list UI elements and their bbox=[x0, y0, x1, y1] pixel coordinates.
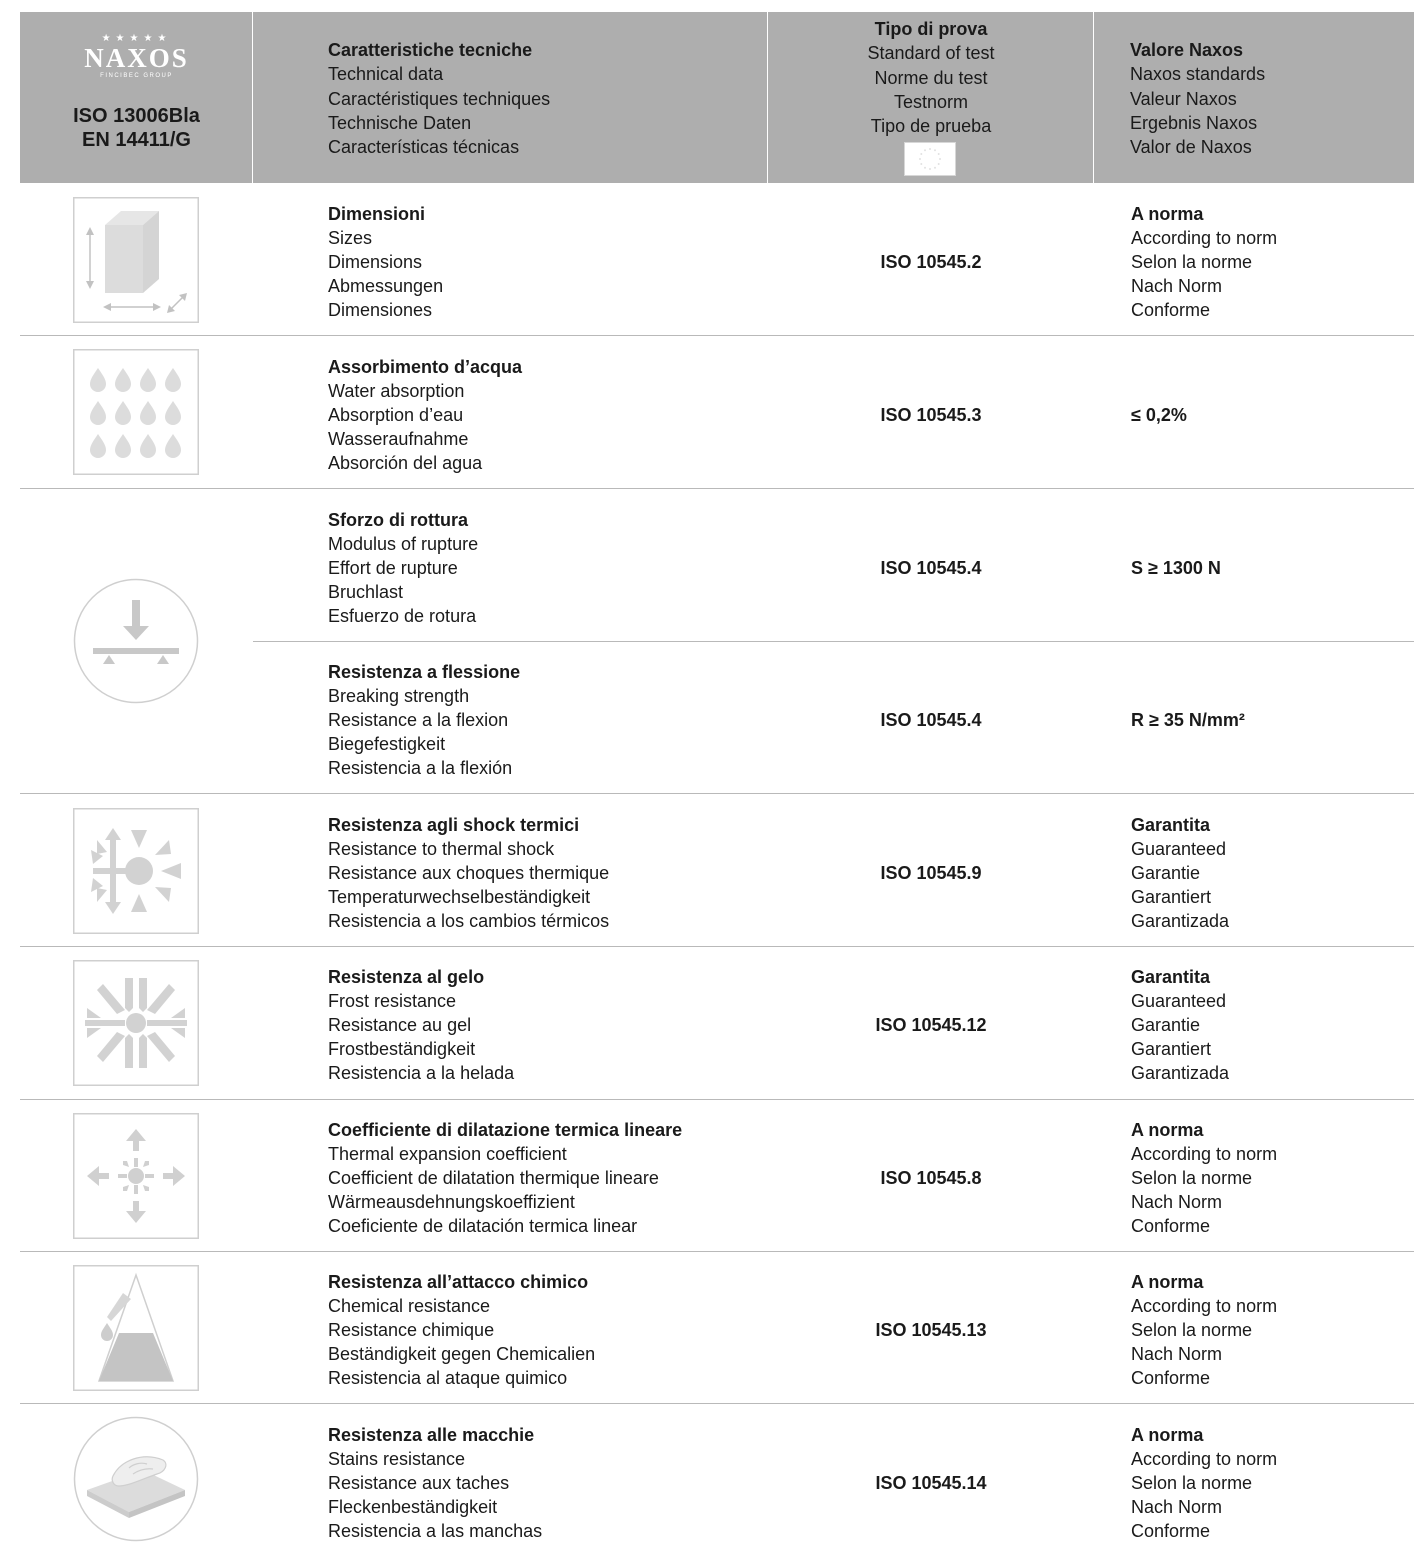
desc-line: Absorción del agua bbox=[328, 453, 483, 473]
table-row bbox=[0, 183, 1414, 336]
value-line: Selon la norme bbox=[1131, 252, 1253, 272]
thermal-expansion-icon bbox=[73, 1113, 199, 1239]
desc-line: Coeficiente de dilatación termica linear bbox=[328, 1216, 638, 1236]
desc-line: Esfuerzo de rotura bbox=[328, 606, 477, 626]
table-row bbox=[0, 1405, 1414, 1547]
desc-line: Effort de rupture bbox=[328, 558, 458, 578]
desc-line: Resistencia a los cambios térmicos bbox=[328, 911, 610, 931]
table-row bbox=[0, 1100, 1414, 1252]
value-line: Nach Norm bbox=[1131, 276, 1223, 296]
frost-icon bbox=[73, 960, 199, 1086]
value-line: Garantie bbox=[1131, 863, 1201, 883]
value-line: Guaranteed bbox=[1131, 839, 1227, 859]
value-line: Nach Norm bbox=[1131, 1344, 1223, 1364]
eu-flag-icon bbox=[904, 142, 956, 176]
desc-line: Coefficient de dilatation thermique lineare bbox=[328, 1168, 659, 1188]
table-row bbox=[0, 336, 1414, 489]
iso-classification bbox=[20, 104, 253, 152]
value-line: Garantiert bbox=[1131, 887, 1212, 907]
chemical-icon bbox=[73, 1265, 199, 1391]
desc-line: Dimensioni bbox=[328, 204, 426, 224]
value-line: Selon la norme bbox=[1131, 1168, 1253, 1188]
test-standard: ISO 10545.14 bbox=[875, 1473, 987, 1493]
value-line: Conforme bbox=[1131, 1216, 1211, 1236]
row-description bbox=[328, 355, 522, 475]
row-value bbox=[1131, 202, 1277, 322]
value-line: Garantizada bbox=[1131, 911, 1230, 931]
header-line: Naxos standards bbox=[1130, 64, 1266, 85]
water-drops-icon bbox=[73, 349, 199, 475]
value-line: Garantita bbox=[1131, 967, 1211, 987]
desc-line: Dimensions bbox=[328, 252, 423, 272]
value-line: A norma bbox=[1131, 1272, 1204, 1292]
header-line: Ergebnis Naxos bbox=[1130, 112, 1258, 133]
table-row bbox=[0, 642, 1414, 795]
desc-line: Wasseraufnahme bbox=[328, 429, 469, 449]
row-value: S ≥ 1300 N bbox=[1131, 558, 1221, 578]
value-line: Garantie bbox=[1131, 1015, 1201, 1035]
header-line: Caractéristiques techniques bbox=[328, 88, 551, 109]
header-technical-data bbox=[253, 12, 768, 183]
row-value bbox=[1131, 1118, 1277, 1238]
row-description bbox=[328, 660, 520, 780]
desc-line: Thermal expansion coefficient bbox=[328, 1144, 567, 1164]
value-line: Selon la norme bbox=[1131, 1473, 1253, 1493]
desc-line: Breaking strength bbox=[328, 686, 470, 706]
test-standard: ISO 10545.9 bbox=[880, 863, 982, 883]
iso-line: ISO 13006Bla bbox=[73, 105, 200, 127]
value-line: According to norm bbox=[1131, 228, 1278, 248]
desc-line: Resistencia a la flexión bbox=[328, 758, 513, 778]
naxos-logo bbox=[20, 34, 253, 80]
dimensions-icon bbox=[73, 197, 199, 323]
desc-line: Resistenza a flessione bbox=[328, 662, 521, 682]
header-line: Technische Daten bbox=[328, 112, 472, 133]
value-line: Selon la norme bbox=[1131, 1320, 1253, 1340]
desc-line: Resistencia a la helada bbox=[328, 1063, 515, 1083]
desc-line: Resistenza all’attacco chimico bbox=[328, 1272, 589, 1292]
header-naxos-value bbox=[1094, 12, 1414, 183]
test-standard: ISO 10545.12 bbox=[875, 1015, 987, 1035]
desc-line: Resistencia al ataque quimico bbox=[328, 1368, 568, 1388]
thermal-shock-icon bbox=[73, 808, 199, 934]
header-line: Testnorm bbox=[893, 91, 969, 112]
desc-line: Wärmeausdehnungskoeffizient bbox=[328, 1192, 575, 1212]
desc-line: Resistenza alle macchie bbox=[328, 1425, 535, 1445]
desc-line: Chemical resistance bbox=[328, 1296, 491, 1316]
desc-line: Resistance au gel bbox=[328, 1015, 472, 1035]
desc-line: Resistenza al gelo bbox=[328, 967, 485, 987]
value-line: Garantita bbox=[1131, 815, 1211, 835]
header-line: Norme du test bbox=[874, 67, 988, 88]
value-line: According to norm bbox=[1131, 1449, 1278, 1469]
desc-line: Abmessungen bbox=[328, 276, 444, 296]
row-description bbox=[328, 202, 443, 322]
desc-line: Resistencia a las manchas bbox=[328, 1521, 543, 1541]
row-description bbox=[328, 1118, 682, 1238]
row-divider bbox=[20, 1403, 1414, 1404]
value-line: A norma bbox=[1131, 1120, 1204, 1140]
desc-line: Bruchlast bbox=[328, 582, 404, 602]
row-description bbox=[328, 1423, 542, 1543]
test-standard: ISO 10545.13 bbox=[875, 1320, 987, 1340]
desc-line: Fleckenbeständigkeit bbox=[328, 1497, 498, 1517]
header-line: Tipo de prueba bbox=[870, 116, 992, 137]
header-line: Valore Naxos bbox=[1130, 40, 1244, 60]
desc-line: Resistance chimique bbox=[328, 1320, 495, 1340]
desc-line: Absorption d’eau bbox=[328, 405, 464, 425]
desc-line: Resistance aux taches bbox=[328, 1473, 510, 1493]
header-line: Standard of test bbox=[867, 43, 995, 64]
header-line: Valeur Naxos bbox=[1130, 88, 1237, 109]
value-line: Guaranteed bbox=[1131, 991, 1227, 1011]
desc-line: Resistenza agli shock termici bbox=[328, 815, 580, 835]
table-row bbox=[0, 947, 1414, 1100]
logo-brand: NAXOS bbox=[84, 43, 189, 73]
row-value bbox=[1131, 813, 1229, 933]
table-header bbox=[20, 12, 1414, 183]
table-row bbox=[0, 795, 1414, 947]
header-line: Caratteristiche tecniche bbox=[328, 40, 533, 60]
value-line: Conforme bbox=[1131, 1368, 1211, 1388]
desc-line: Beständigkeit gegen Chemicalien bbox=[328, 1344, 596, 1364]
row-value bbox=[1131, 1423, 1277, 1543]
desc-line: Assorbimento d’acqua bbox=[328, 357, 523, 377]
desc-line: Water absorption bbox=[328, 381, 465, 401]
desc-line: Frost resistance bbox=[328, 991, 457, 1011]
desc-line: Sforzo di rottura bbox=[328, 510, 468, 530]
value-line: According to norm bbox=[1131, 1296, 1278, 1316]
value-line: A norma bbox=[1131, 204, 1204, 224]
table-row bbox=[0, 1252, 1414, 1405]
test-standard: ISO 10545.2 bbox=[880, 252, 982, 272]
header-line: Valor de Naxos bbox=[1130, 137, 1252, 158]
header-line: Características técnicas bbox=[328, 137, 520, 158]
header-line: Technical data bbox=[328, 64, 444, 85]
row-value: R ≥ 35 N/mm² bbox=[1131, 710, 1245, 730]
table-row bbox=[0, 489, 1414, 642]
desc-line: Modulus of rupture bbox=[328, 534, 479, 554]
row-description bbox=[328, 965, 514, 1085]
row-description bbox=[328, 1270, 595, 1390]
desc-line: Resistance aux choques thermique bbox=[328, 863, 610, 883]
test-standard: ISO 10545.8 bbox=[880, 1168, 982, 1188]
desc-line: Stains resistance bbox=[328, 1449, 466, 1469]
header-line: Tipo di prova bbox=[874, 19, 988, 39]
value-line: According to norm bbox=[1131, 1144, 1278, 1164]
row-value bbox=[1131, 965, 1229, 1085]
header-test-standard bbox=[768, 12, 1094, 183]
desc-line: Sizes bbox=[328, 228, 373, 248]
desc-line: Resistance to thermal shock bbox=[328, 839, 555, 859]
row-value: ≤ 0,2% bbox=[1131, 405, 1187, 425]
header-logo-cell bbox=[20, 12, 253, 183]
value-line: Nach Norm bbox=[1131, 1192, 1223, 1212]
value-line: Nach Norm bbox=[1131, 1497, 1223, 1517]
row-divider bbox=[20, 793, 1414, 794]
row-description bbox=[328, 508, 478, 628]
desc-line: Temperaturwechselbeständigkeit bbox=[328, 887, 591, 907]
logo-stars: ★★★★★ bbox=[101, 33, 172, 44]
value-line: Garantizada bbox=[1131, 1063, 1230, 1083]
iso-line: EN 14411/G bbox=[82, 129, 191, 151]
desc-line: Dimensiones bbox=[328, 300, 433, 320]
desc-line: Biegefestigkeit bbox=[328, 734, 446, 754]
test-standard: ISO 10545.4 bbox=[880, 558, 982, 578]
row-description bbox=[328, 813, 609, 933]
test-standard: ISO 10545.3 bbox=[880, 405, 982, 425]
row-value bbox=[1131, 1270, 1277, 1390]
desc-line: Resistance a la flexion bbox=[328, 710, 509, 730]
desc-line: Frostbeständigkeit bbox=[328, 1039, 476, 1059]
value-line: Conforme bbox=[1131, 300, 1211, 320]
value-line: Garantiert bbox=[1131, 1039, 1212, 1059]
value-line: Conforme bbox=[1131, 1521, 1211, 1541]
value-line: A norma bbox=[1131, 1425, 1204, 1445]
logo-group: FINCIBEC GROUP bbox=[100, 73, 173, 79]
test-standard: ISO 10545.4 bbox=[880, 710, 982, 730]
stain-icon bbox=[73, 1416, 199, 1542]
desc-line: Coefficiente di dilatazione termica lineare bbox=[328, 1120, 683, 1140]
